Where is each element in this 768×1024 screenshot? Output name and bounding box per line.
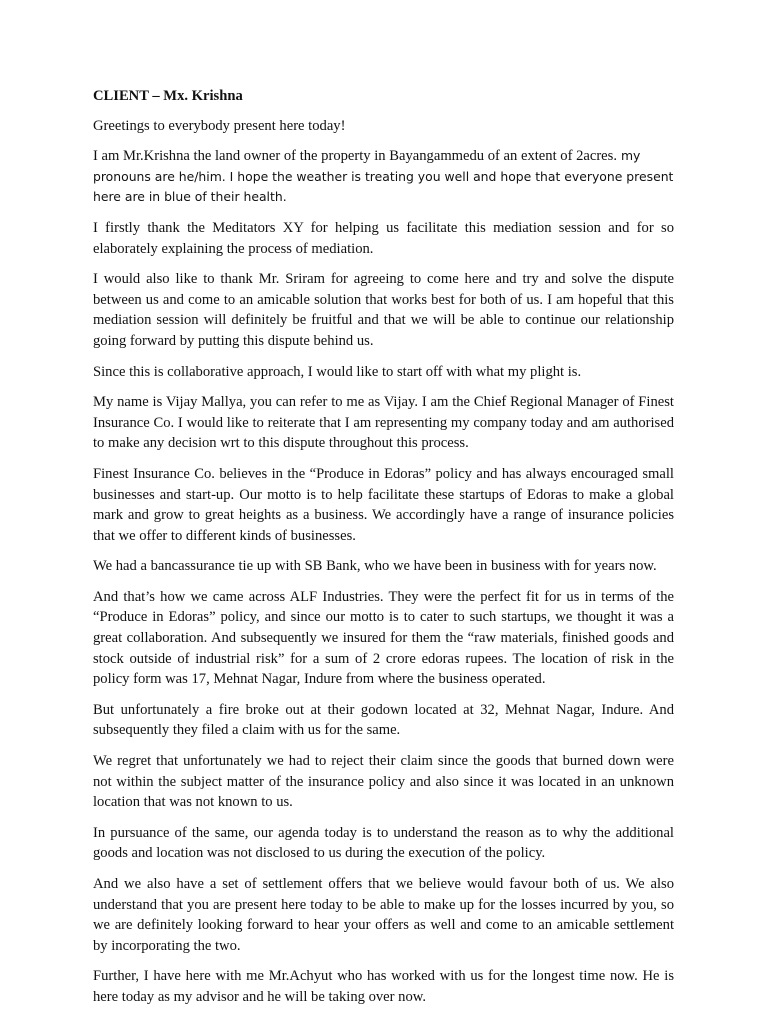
- paragraph-produce-in-edoras: Finest Insurance Co. believes in the “Produce in Edoras” policy and has always encouraged small businesses and start-up. Our motto is to help facilitate these startups of Edoras to make a global mark and grow to great heights as a business. We accordingly have a range of insurance policies that we offer to different kinds of businesses.: [93, 465, 674, 544]
- paragraph-advisor: Further, I have here with me Mr.Achyut who has worked with us for the longest time now. He is here today as my advisor and he will be taking over now.: [93, 968, 674, 1005]
- paragraph-bancassurance: We had a bancassurance tie up with SB Bank, who we have been in business with for years now.: [93, 558, 657, 575]
- paragraph-fire-incident: But unfortunately a fire broke out at their godown located at 32, Mehnat Nagar, Indure. And subsequently they filed a claim with us for the same.: [93, 701, 674, 739]
- paragraph-agenda: In pursuance of the same, our agenda today is to understand the reason as to why the additional goods and location was not disclosed to us during the execution of the policy.: [93, 824, 674, 862]
- paragraph-claim-rejection: We regret that unfortunately we had to reject their claim since the goods that burned down were not within the subject matter of the insurance policy and also since it was located in an unknown location that was not known to us.: [93, 753, 674, 811]
- paragraph-thank-mediators: I firstly thank the Meditators XY for helping us facilitate this mediation session and for so elaborately explaining the process of mediation.: [93, 219, 674, 257]
- paragraph-thank-sriram: I would also like to thank Mr. Sriram for agreeing to come here and try and solve the dispute between us and come to an amicable solution that works best for both of us. I am hopeful that this mediation session will definitely be fruitful and that we will be able to continue our relationship going forward by putting this dispute behind us.: [93, 271, 674, 349]
- paragraph-greeting: Greetings to everybody present here today!: [93, 117, 346, 134]
- document-page: [93, 86, 674, 1018]
- introduction-sans-text: my pronouns are he/him. I hope the weather is treating you well and hope that everyone present here are in blue of their health.: [93, 148, 674, 205]
- paragraph-alf-industries: And that’s how we came across ALF Industries. They were the perfect fit for us in terms of the “Produce in Edoras” policy, and since our motto is to cater to such startups, we thought it was a great collaboration. And subsequently we insured for them the “raw materials, finished goods and stock outside of industrial risk” for a sum of 2 crore edoras rupees. The location of risk in the policy form was 17, Mehnat Nagar, Indure from where the business operated.: [93, 588, 674, 688]
- paragraph-introduction: [93, 146, 674, 208]
- paragraph-collaborative-approach: Since this is collaborative approach, I would like to start off with what my plight is.: [93, 363, 582, 380]
- document-title: CLIENT – Mx. Krishna: [93, 88, 243, 104]
- paragraph-settlement-offers: And we also have a set of settlement offers that we believe would favour both of us. We also understand that you are present here today to be able to make up for the losses incurred by you, so we are definitely looking forward to hear your offers as well and come to an amicable settlement by incorporating the two.: [93, 876, 674, 954]
- paragraph-vijay-introduction: My name is Vijay Mallya, you can refer to me as Vijay. I am the Chief Regional Manager of Finest Insurance Co. I would like to reiterate that I am representing my company today and am authorised to make any decision wrt to this dispute throughout this process.: [93, 394, 674, 452]
- introduction-serif-text: I am Mr.Krishna the land owner of the property in Bayangammedu of an extent of 2acres.: [93, 148, 617, 165]
